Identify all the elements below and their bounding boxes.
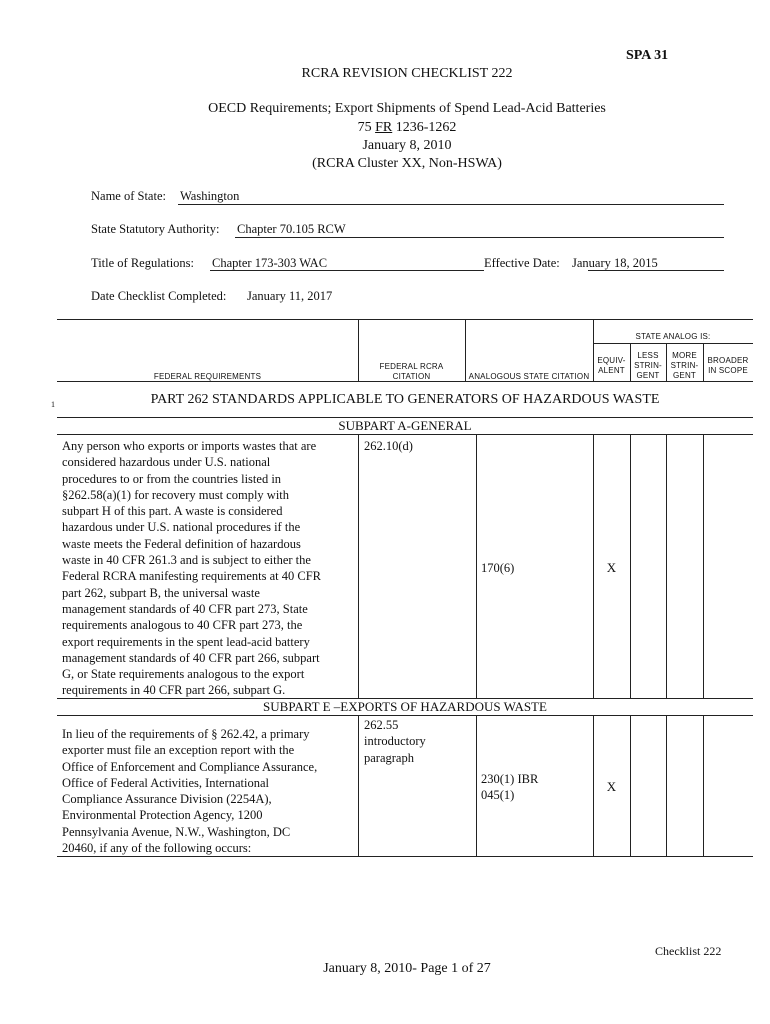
header-equivalent-line2: ALENT	[598, 366, 625, 375]
date-completed-value: January 11, 2017	[247, 289, 333, 303]
header-state-citation: ANALOGOUS STATE CITATION	[468, 372, 590, 381]
state-analog-divider	[593, 343, 753, 344]
requirement-line: management standards of 40 CFR part 273, State	[62, 601, 308, 616]
requirement-line: Office of Enforcement and Compliance Assurance,	[62, 759, 318, 774]
effective-date-label: Effective Date:	[484, 256, 560, 270]
effective-date-value: January 18, 2015	[572, 256, 658, 270]
fr-label: FR	[375, 120, 393, 135]
table-top-border	[57, 319, 753, 320]
requirement-line: hazardous under U.S. national procedures if the	[62, 520, 301, 535]
state-name-underline	[178, 204, 724, 205]
header-less-line2: STRIN-	[634, 361, 662, 370]
header-more-line1: MORE	[672, 351, 697, 360]
fr-volume: 75	[357, 120, 372, 135]
federal-requirement-text	[62, 726, 356, 856]
requirement-line: Federal RCRA manifesting requirements at 40 CFR	[62, 569, 321, 584]
row-divider	[630, 715, 631, 856]
header-broader-line2: IN SCOPE	[708, 366, 748, 375]
citation-line: 262.55	[364, 718, 399, 732]
requirement-line: waste meets the Federal definition of hazardous	[62, 536, 301, 551]
requirement-line: subpart H of this part. A waste is considered	[62, 504, 283, 519]
state-citation	[481, 771, 538, 804]
requirement-line: exporter must file an exception report with the	[62, 743, 295, 758]
statutory-authority-underline	[235, 237, 724, 238]
requirement-line: Pennsylvania Avenue, N.W., Washington, DC	[62, 824, 291, 839]
federal-requirement-text	[62, 438, 356, 699]
state-citation: 170(6)	[481, 561, 515, 575]
requirement-line: export requirements in the spent lead-acid battery	[62, 634, 310, 649]
requirement-line: In lieu of the requirements of § 262.42, a primary	[62, 727, 310, 741]
citation-line: introductory	[364, 734, 426, 749]
requirement-line: management standards of 40 CFR part 266, subpart	[62, 650, 320, 665]
subpart-e-border	[57, 715, 753, 716]
requirement-line: §262.58(a)(1) for recovery must comply with	[62, 487, 290, 502]
header-state-analog: STATE ANALOG IS:	[635, 332, 711, 341]
header-broader-line1: BROADER	[707, 356, 749, 365]
requirement-line: G, or State requirements analogous to the export	[62, 667, 305, 682]
row-divider	[476, 434, 477, 698]
equivalent-mark: X	[606, 560, 617, 575]
requirement-line: Compliance Assurance Division (2254A),	[62, 792, 272, 807]
equivalent-mark: X	[606, 779, 617, 794]
checklist-subtitle: OECD Requirements; Export Shipments of Spend Lead-Acid Batteries	[208, 101, 606, 116]
row-divider	[703, 715, 704, 856]
header-less-line1: LESS	[637, 351, 659, 360]
row-divider	[593, 715, 594, 856]
state-citation-line: 045(1)	[481, 788, 515, 803]
requirement-line: procedures to or from the countries listed in	[62, 471, 282, 486]
statutory-authority-label: State Statutory Authority:	[91, 222, 220, 236]
requirement-line: Office of Federal Activities, International	[62, 775, 269, 790]
federal-citation: 262.10(d)	[364, 439, 413, 453]
subpart-a-title: SUBPART A-GENERAL	[338, 418, 472, 433]
row-divider	[703, 434, 704, 698]
row-divider	[476, 715, 477, 856]
cluster-label: (RCRA Cluster XX, Non-HSWA)	[312, 156, 502, 171]
federal-citation	[364, 717, 426, 766]
row-divider	[630, 434, 631, 698]
requirement-line: considered hazardous under U.S. national	[62, 455, 271, 470]
header-federal-citation-line2: CITATION	[392, 372, 431, 381]
requirement-line: requirements in 40 CFR part 266, subpart G.	[62, 683, 286, 698]
state-name-value: Washington	[180, 189, 240, 203]
requirement-line: part 262, subpart B, the universal waste	[62, 585, 260, 600]
publication-date: January 8, 2010	[362, 138, 452, 153]
regulations-title-value: Chapter 173-303 WAC	[212, 256, 328, 270]
header-equivalent-line1: EQUIV-	[597, 356, 626, 365]
header-less-line3: GENT	[636, 371, 660, 380]
row-divider	[666, 434, 667, 698]
row2-bottom-border	[57, 856, 753, 857]
effective-date-underline	[588, 270, 724, 271]
requirement-line: Any person who exports or imports wastes that are	[62, 439, 317, 453]
footnote-marker: 1	[51, 400, 55, 409]
header-more-line2: STRIN-	[670, 361, 699, 370]
federal-register-citation	[0, 120, 770, 136]
regulations-title-underline	[210, 270, 484, 271]
spa-number: SPA 31	[626, 48, 669, 63]
footer-checklist-number: Checklist 222	[655, 944, 722, 958]
row-divider	[666, 715, 667, 856]
statutory-authority-value: Chapter 70.105 RCW	[237, 222, 346, 236]
row-divider	[593, 434, 594, 698]
part-title: PART 262 STANDARDS APPLICABLE TO GENERATORS OF HAZARDOUS WASTE	[150, 392, 660, 407]
subpart-a-border	[57, 434, 753, 435]
requirement-line: Environmental Protection Agency, 1200	[62, 808, 263, 823]
row-divider	[358, 434, 359, 698]
subpart-e-title: SUBPART E –EXPORTS OF HAZARDOUS WASTE	[263, 699, 547, 714]
header-federal-citation-line1: FEDERAL RCRA	[379, 362, 444, 371]
regulations-title-label: Title of Regulations:	[91, 256, 195, 270]
checklist-title: RCRA REVISION CHECKLIST 222	[301, 66, 513, 81]
fr-pages: 1236-1262	[395, 120, 457, 135]
requirement-line: 20460, if any of the following occurs:	[62, 841, 252, 856]
state-name-label: Name of State:	[91, 189, 166, 203]
requirement-line: requirements analogous to 40 CFR part 273, the	[62, 618, 303, 633]
row-divider	[358, 715, 359, 856]
header-federal-requirements: FEDERAL REQUIREMENTS	[153, 372, 262, 381]
citation-line: paragraph	[364, 750, 414, 765]
header-bottom-border	[57, 381, 753, 382]
header-more-line3: GENT	[672, 371, 697, 380]
requirement-line: waste in 40 CFR 261.3 and is subject to either the	[62, 553, 311, 568]
footer-page-info: January 8, 2010- Page 1 of 27	[323, 961, 491, 976]
date-completed-label: Date Checklist Completed:	[91, 289, 227, 303]
state-citation-line: 230(1) IBR	[481, 772, 539, 786]
